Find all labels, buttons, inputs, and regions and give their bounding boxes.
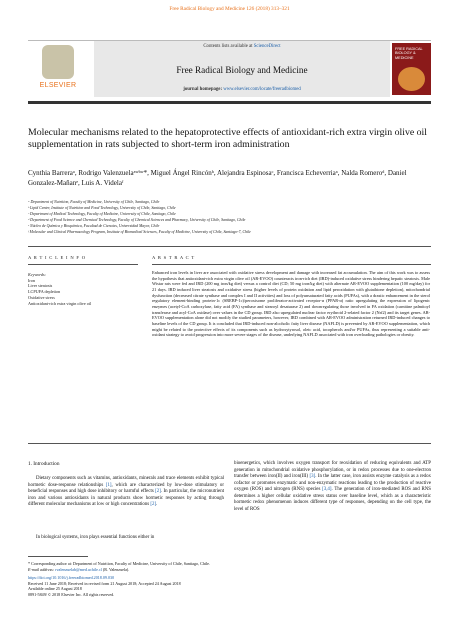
citation-link[interactable]: [1] xyxy=(105,482,112,488)
elsevier-logo[interactable] xyxy=(28,43,88,95)
keywords-label: Keywords: xyxy=(28,272,46,277)
available-online: Available online 25 August 2018 xyxy=(28,586,82,592)
citation-link[interactable]: [3,4] xyxy=(322,487,332,492)
affiliation: ᵉ Núcleo de Química y Bioquímica, Facultad de Ciencias, Universidad Mayor, Chile xyxy=(28,224,160,228)
citation-link[interactable]: [3] xyxy=(309,474,316,479)
footnote-rule xyxy=(28,556,88,557)
copyright-line: 0891-5849/ © 2018 Elsevier Inc. All rights reserved. xyxy=(28,591,115,597)
keywords-block xyxy=(28,272,128,306)
contents-available-line: Contents lists available at ScienceDirect xyxy=(203,44,281,49)
affiliation: ᵈ Department of Food Science and Chemical Technology, Faculty of Chemical Sciences and Pharmacy, University of Chile, Santiago, Chile xyxy=(28,218,246,222)
affiliations xyxy=(28,199,428,235)
elsevier-wordmark: ELSEVIER xyxy=(39,82,77,89)
intro-paragraph: In biological systems, iron plays essential functions either in xyxy=(36,535,155,540)
email-link[interactable]: rvalenzuelab@med.uchile.cl xyxy=(55,566,102,572)
received-dates: Received 11 June 2018; Received in revised form 21 August 2018; Accepted 24 August 2018 xyxy=(28,580,181,586)
masthead-center xyxy=(94,41,390,97)
abstract-heading: A B S T R A C T xyxy=(152,255,196,260)
cover-title: FREE RADICAL BIOLOGY & MEDICINE xyxy=(395,47,423,60)
sciencedirect-link[interactable]: ScienceDirect xyxy=(253,44,281,49)
article-info-rule xyxy=(28,264,138,265)
journal-homepage-line: journal homepage: www.elsevier.com/locate/freeradbiomed xyxy=(183,87,301,92)
section-divider xyxy=(28,246,431,247)
affiliation: ᶠ Molecular and Clinical Pharmacology Program, Institute of Biomedical Sciences, Faculty of Medicine, University of Chile, Santiago-7, Chile xyxy=(28,230,251,234)
journal-title: Free Radical Biology and Medicine xyxy=(176,65,308,75)
affiliation: ᵇ Lipid Center, Institute of Nutrition and Food Technology, University of Chile, Santiago, Chile xyxy=(28,206,176,210)
author-list[interactable]: Cynthia Barreraᵃ, Rodrigo Valenzuelaᵃʷᵇʷ*, Miguel Ángel Rincónᵇ, Alejandra Espinosaᶜ, Francisca Echeverriaᵃ, Nalda Romeroᵈ, Daniel Gonzalez-Mañanᵉ, Luis A. Videlaᶠ xyxy=(28,169,407,187)
cover-image xyxy=(398,67,425,91)
journal-masthead xyxy=(28,40,431,104)
intro-right-column: bioenergetics, which involves oxygen transport for reoxidation of reducing equivalents and ATP generation in mitochondrial oxidative phosphorylation, or in redox processes due to one-electron transfer between iron(II) and iron(III) [3]. In the latter case, iron assists enzyme catalysis as a redox cofactor or promotes enzymatic and non-enzymatic reactions leading to the production of reactive oxygen (ROS) and nitrogen (RNS) species [3,4]. The generation of iron-mediated ROS and RNS determines a higher cellular oxidative stress status over baseline level, which as a characteristic hormetic redox phenomenon induces different type of responses, depending on the cell type, the level of ROS xyxy=(234,461,431,512)
corresponding-author-note: * Corresponding author at: Department of Nutrition, Faculty of Medicine, University of Chile, Santiago, Chile. xyxy=(28,561,211,566)
journal-citation-line[interactable]: Free Radical Biology and Medicine 126 (2018) 313–321 xyxy=(169,6,290,12)
article-title: Molecular mechanisms related to the hepatoprotective effects of antioxidant-rich extra virgin olive oil supplementation in rats subjected to short-term iron administration xyxy=(28,127,427,151)
email-line: E-mail address: rvalenzuelab@med.uchile.cl (R. Valenzuela). xyxy=(28,566,130,572)
citation-link[interactable]: [2] xyxy=(150,502,157,507)
doi-link[interactable]: https://doi.org/10.1016/j.freeradbiomed.2018.09.030 xyxy=(28,575,115,581)
keyword: LCPUFA depletion xyxy=(28,289,61,295)
section-heading-introduction: 1. Introduction xyxy=(28,461,60,467)
journal-cover-thumbnail[interactable] xyxy=(392,43,431,95)
affiliation: ᵃ Department of Nutrition, Faculty of Medicine, University of Chile, Santiago, Chile xyxy=(28,200,160,204)
article-info-heading: A R T I C L E I N F O xyxy=(28,255,86,260)
keyword: Iron xyxy=(28,277,35,283)
intro-paragraph: Dietary components such as vitamins, antioxidants, minerals and trace elements exhibit typical hormetic dose-response relationships [1], which are characterized by low-dose stimulatory or beneficial responses and high dose inhibitory or harmful effects [2]. In particular, the micronutrient iron and various antioxidants in natural products show hormetic responses by acting through different molecular mechanisms at low or high concentrations [2]. xyxy=(28,476,225,507)
elsevier-tree-icon xyxy=(42,45,74,79)
abstract-text: Enhanced iron levels in liver are associated with oxidative stress development and damage with increased fat accumulation. The aim of this work was to assess the hypothesis that antioxidant-rich extra virgin olive oil (AR-EVOO) counteracts iron-rich diet (IRD)-induced oxidative stress hindering hepatic steatosis. Male Wistar rats were fed and IRD (200 mg iron/kg diet) versus a control diet (CD; 50 mg iron/kg diet) with alternate AR-EVOO supplementation (100 mg/day) for 21 days. IRD induced liver steatosis and oxidative stress (higher levels of protein oxidation and lipid peroxidation with glutathione depletion), mitochondrial dysfunction (decreased citrate synthase and complex I and II activities) and loss of polyunsaturated fatty acids (PUFAs), with a drastic enhancement in the sterol regulatory element-binding protein-1c (SREBP-1c)/peroxisome proliferator-activated receptor-α (PPAR-α) ratio upregulating the expression of lipogenic enzymes (acetyl-CoA carboxylase, fatty acid (FA) synthase and stearoyl desaturase 2) and downregulating those involved in FA oxidation (carnitine palmitoyl transferase and acyl-CoA oxidase) over values in the CD group. IRD also upregulated nuclear factor erythroid 2-related factor 2 (Nrf2) and its target genes. AR-EVOO supplementation alone did not modify the studied parameters, however, IRD combined with AR-EVOO administration returned IRD-induced changes to baseline levels of the CD group. It is concluded that IRD-induced non-alcoholic fatty liver disease (NAFLD) is prevented by AR-EVOO supplementation, which might be related to the protective effects of its components such as hydroxytyrosol, oleic acid, tocopherols and/or PUFAs, thus representing a suitable anti-oxidant strategy to avoid progression into more severe stages of the disease, underlying NAFLD associated with iron overloading pathologies or obesity. xyxy=(152,270,430,338)
journal-homepage-link[interactable]: www.elsevier.com/locate/freeradbiomed xyxy=(223,87,301,92)
citation-link[interactable]: [2] xyxy=(155,489,161,494)
keyword: Liver steatosis xyxy=(28,283,53,289)
keyword: Antioxidant-rich extra virgin olive oil xyxy=(28,300,92,306)
keyword: Oxidative stress xyxy=(28,294,55,300)
section-divider xyxy=(28,443,431,444)
affiliation: ᶜ Department of Medical Technology, Faculty of Medicine, University of Chile, Santiago, Chile xyxy=(28,212,176,216)
footnotes xyxy=(28,561,228,598)
abstract-rule xyxy=(152,264,431,265)
